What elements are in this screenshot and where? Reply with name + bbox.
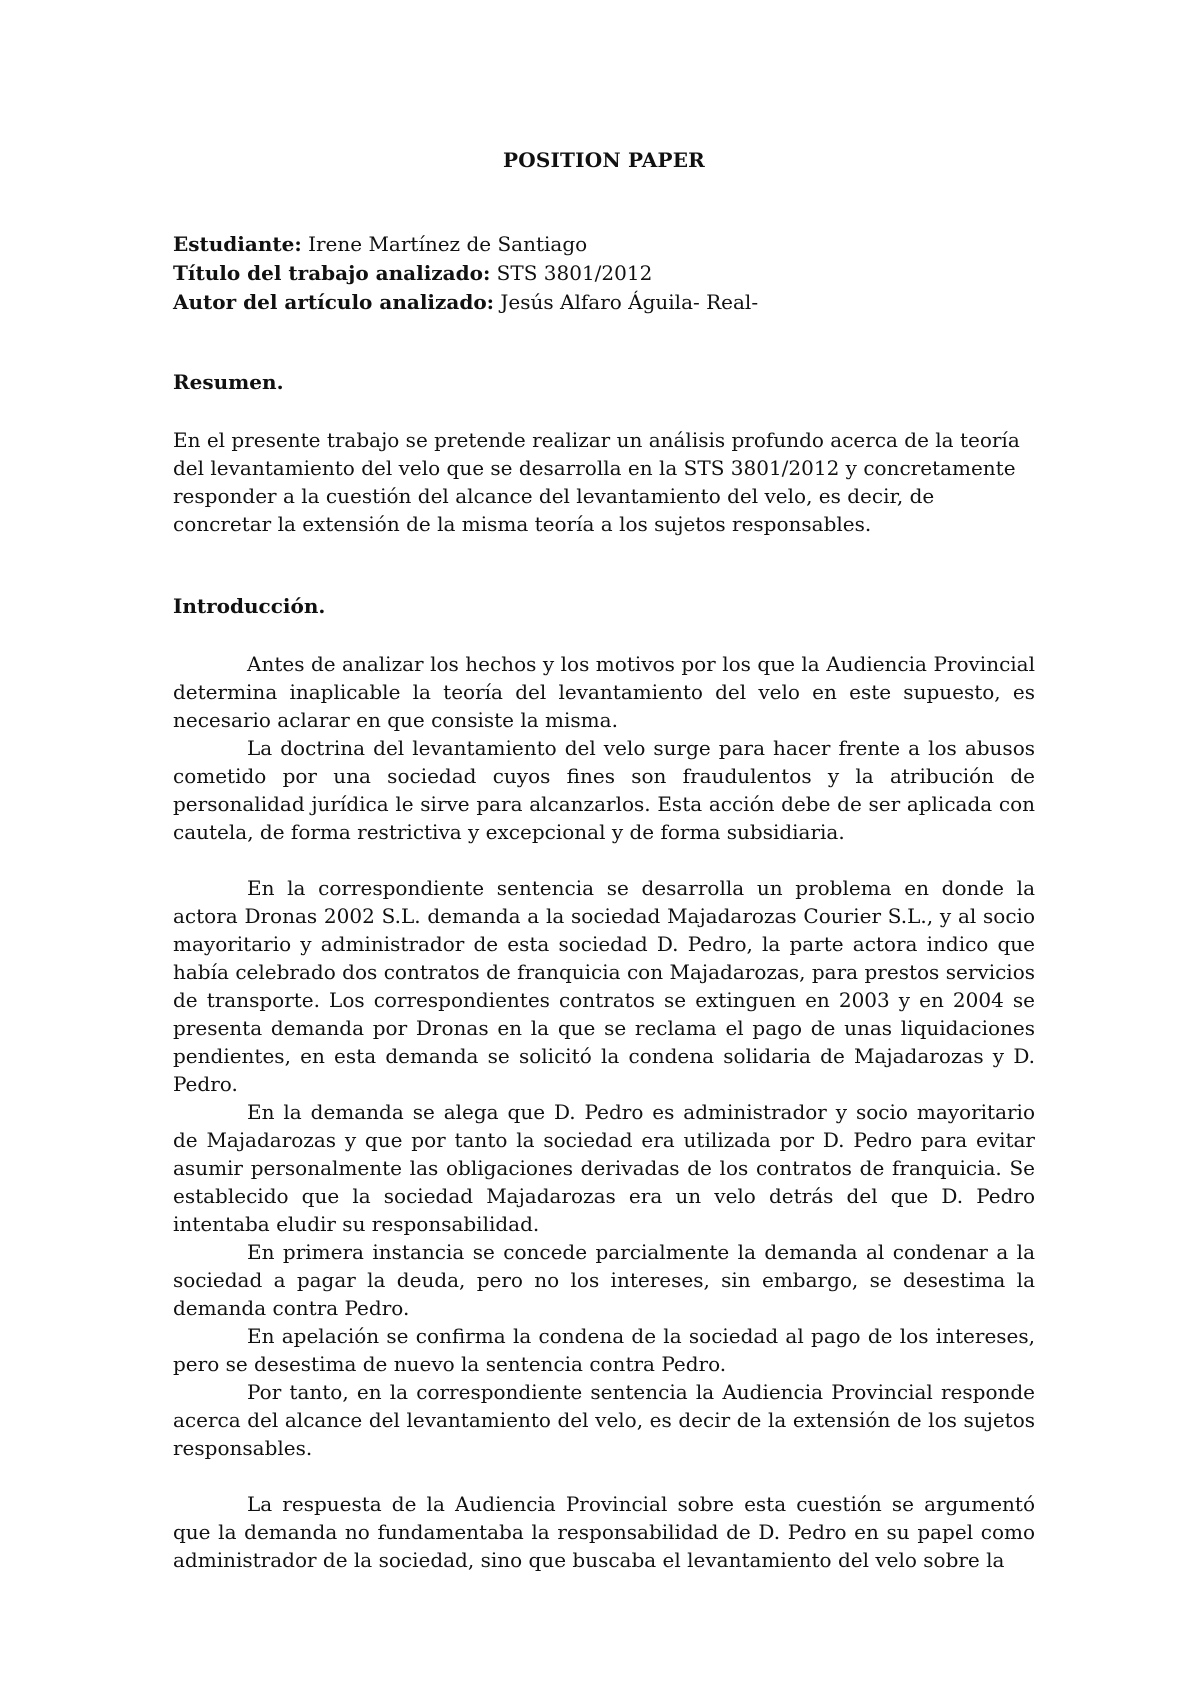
meta-row-work-title [173, 259, 1035, 288]
meta-value: Irene Martínez de Santiago [301, 232, 588, 256]
intro-heading: Introducción. [173, 594, 326, 618]
body-paragraph: En apelación se confirma la condena de la sociedad al pago de los intereses, pero se desestima de nuevo la sentencia contra Pedro. [173, 1324, 1035, 1376]
meta-label: Autor del artículo analizado: [173, 290, 495, 314]
paragraph-gap [173, 846, 1035, 874]
paragraph-gap [173, 1462, 1035, 1490]
meta-row-student [173, 230, 1035, 259]
meta-label: Título del trabajo analizado: [173, 261, 491, 285]
meta-value: Jesús Alfaro Águila- Real- [494, 290, 759, 314]
body-paragraph: Antes de analizar los hechos y los motivos por los que la Audiencia Provincial determina inaplicable la teoría del levantamiento del velo en este supuesto, es necesario aclarar en que consiste la misma. [173, 652, 1035, 732]
body-paragraph: La respuesta de la Audiencia Provincial sobre esta cuestión se argumentó que la demanda no fundamentaba la responsabilidad de D. Pedro en su papel como administrador de la sociedad, sino que buscaba el levantamiento del velo sobre la [173, 1492, 1035, 1572]
body-paragraph: En la correspondiente sentencia se desarrolla un problema en donde la actora Dronas 2002 S.L. demanda a la sociedad Majadarozas Courier S.L., y al socio mayoritario y administrador de esta sociedad D. Pedro, la parte actora indico que había celebrado dos contratos de franquicia con Majadarozas, para prestos servicios de transporte. Los correspondientes contratos se extinguen en 2003 y en 2004 se presenta demanda por Dronas en la que se reclama el pago de unas liquidaciones pendientes, en esta demanda se solicitó la condena solidaria de Majadarozas y D. Pedro. [173, 876, 1035, 1096]
body-paragraph: En la demanda se alega que D. Pedro es administrador y socio mayoritario de Majadarozas y que por tanto la sociedad era utilizada por D. Pedro para evitar asumir personalmente las obligaciones derivadas de los contratos de franquicia. Se establecido que la sociedad Majadarozas era un velo detrás del que D. Pedro intentaba eludir su responsabilidad. [173, 1100, 1035, 1236]
meta-row-author [173, 288, 1035, 317]
body-paragraph: Por tanto, en la correspondiente sentencia la Audiencia Provincial responde acerca del alcance del levantamiento del velo, es decir de la extensión de los sujetos responsables. [173, 1380, 1035, 1460]
meta-block [173, 230, 1035, 317]
resumen-paragraph: En el presente trabajo se pretende realizar un análisis profundo acerca de la teoría del levantamiento del velo que se desarrolla en la STS 3801/2012 y concretamente responder a la cuestión del alcance del levantamiento del velo, es decir, de concretar la extensión de la misma teoría a los sujetos responsables. [173, 428, 1020, 536]
body-paragraph: En primera instancia se concede parcialmente la demanda al condenar a la sociedad a pagar la deuda, pero no los intereses, sin embargo, se desestima la demanda contra Pedro. [173, 1240, 1035, 1320]
meta-value: STS 3801/2012 [490, 261, 653, 285]
resumen-heading: Resumen. [173, 370, 284, 394]
body-paragraph: La doctrina del levantamiento del velo surge para hacer frente a los abusos cometido por una sociedad cuyos fines son fraudulentos y la atribución de personalidad jurídica le sirve para alcanzarlos. Esta acción debe de ser aplicada con cautela, de forma restrictiva y excepcional y de forma subsidiaria. [173, 736, 1035, 844]
intro-body [173, 650, 1035, 1574]
meta-label: Estudiante: [173, 232, 302, 256]
page-title: POSITION PAPER [503, 148, 705, 172]
